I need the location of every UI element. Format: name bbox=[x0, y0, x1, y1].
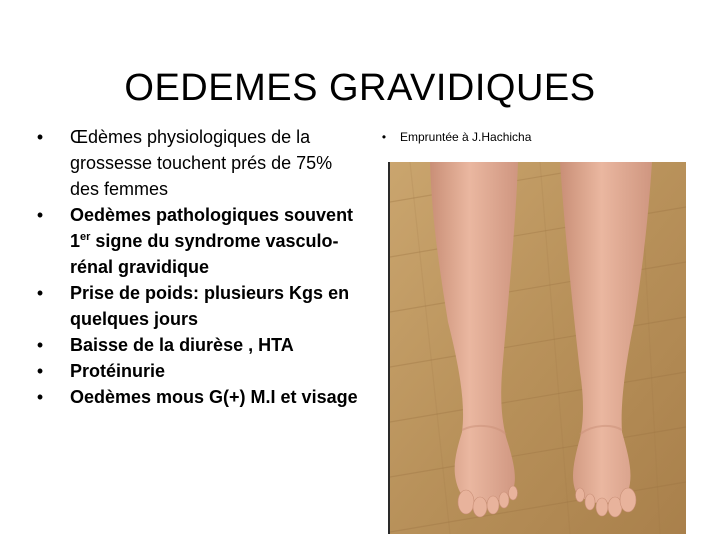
bullet-list bbox=[30, 124, 360, 410]
bullet-dot: • bbox=[36, 127, 44, 147]
bullet-dot: • bbox=[36, 335, 44, 355]
bullet-item bbox=[30, 384, 360, 410]
bullet-item bbox=[30, 280, 360, 332]
bullet-text: Œdèmes physiologiques de la grossesse touchent prés de 75% des femmes bbox=[70, 127, 333, 199]
bullet-dot: • bbox=[381, 130, 387, 144]
bullet-item bbox=[30, 332, 360, 358]
photo-credit-text: Empruntée à J.Hachicha bbox=[400, 130, 532, 144]
legs-illustration bbox=[390, 162, 686, 534]
bullet-text bbox=[70, 205, 353, 277]
edema-legs-photo bbox=[388, 162, 686, 534]
bullet-dot: • bbox=[36, 361, 44, 381]
bullet-text-start: Oedèmes pathologiques souvent 1 bbox=[70, 205, 354, 251]
bullet-text: Baisse de la diurèse , HTA bbox=[70, 335, 294, 355]
bullet-item bbox=[30, 358, 360, 384]
bullet-text: Prise de poids: plusieurs Kgs en quelques jours bbox=[70, 283, 350, 329]
bullet-text: Oedèmes mous G(+) M.I et visage bbox=[70, 387, 358, 407]
photo-credit bbox=[368, 130, 688, 144]
bullet-text: Protéinurie bbox=[70, 361, 166, 381]
slide-title: OEDEMES GRAVIDIQUES bbox=[124, 67, 596, 110]
bullet-item bbox=[30, 202, 360, 280]
ordinal-superscript: er bbox=[80, 231, 91, 243]
bullet-item bbox=[30, 124, 360, 202]
bullet-text-end: signe du syndrome vasculo-rénal gravidique bbox=[70, 231, 339, 277]
bullet-dot: • bbox=[36, 283, 44, 303]
bullet-dot: • bbox=[36, 387, 44, 407]
bullet-dot: • bbox=[36, 205, 44, 225]
